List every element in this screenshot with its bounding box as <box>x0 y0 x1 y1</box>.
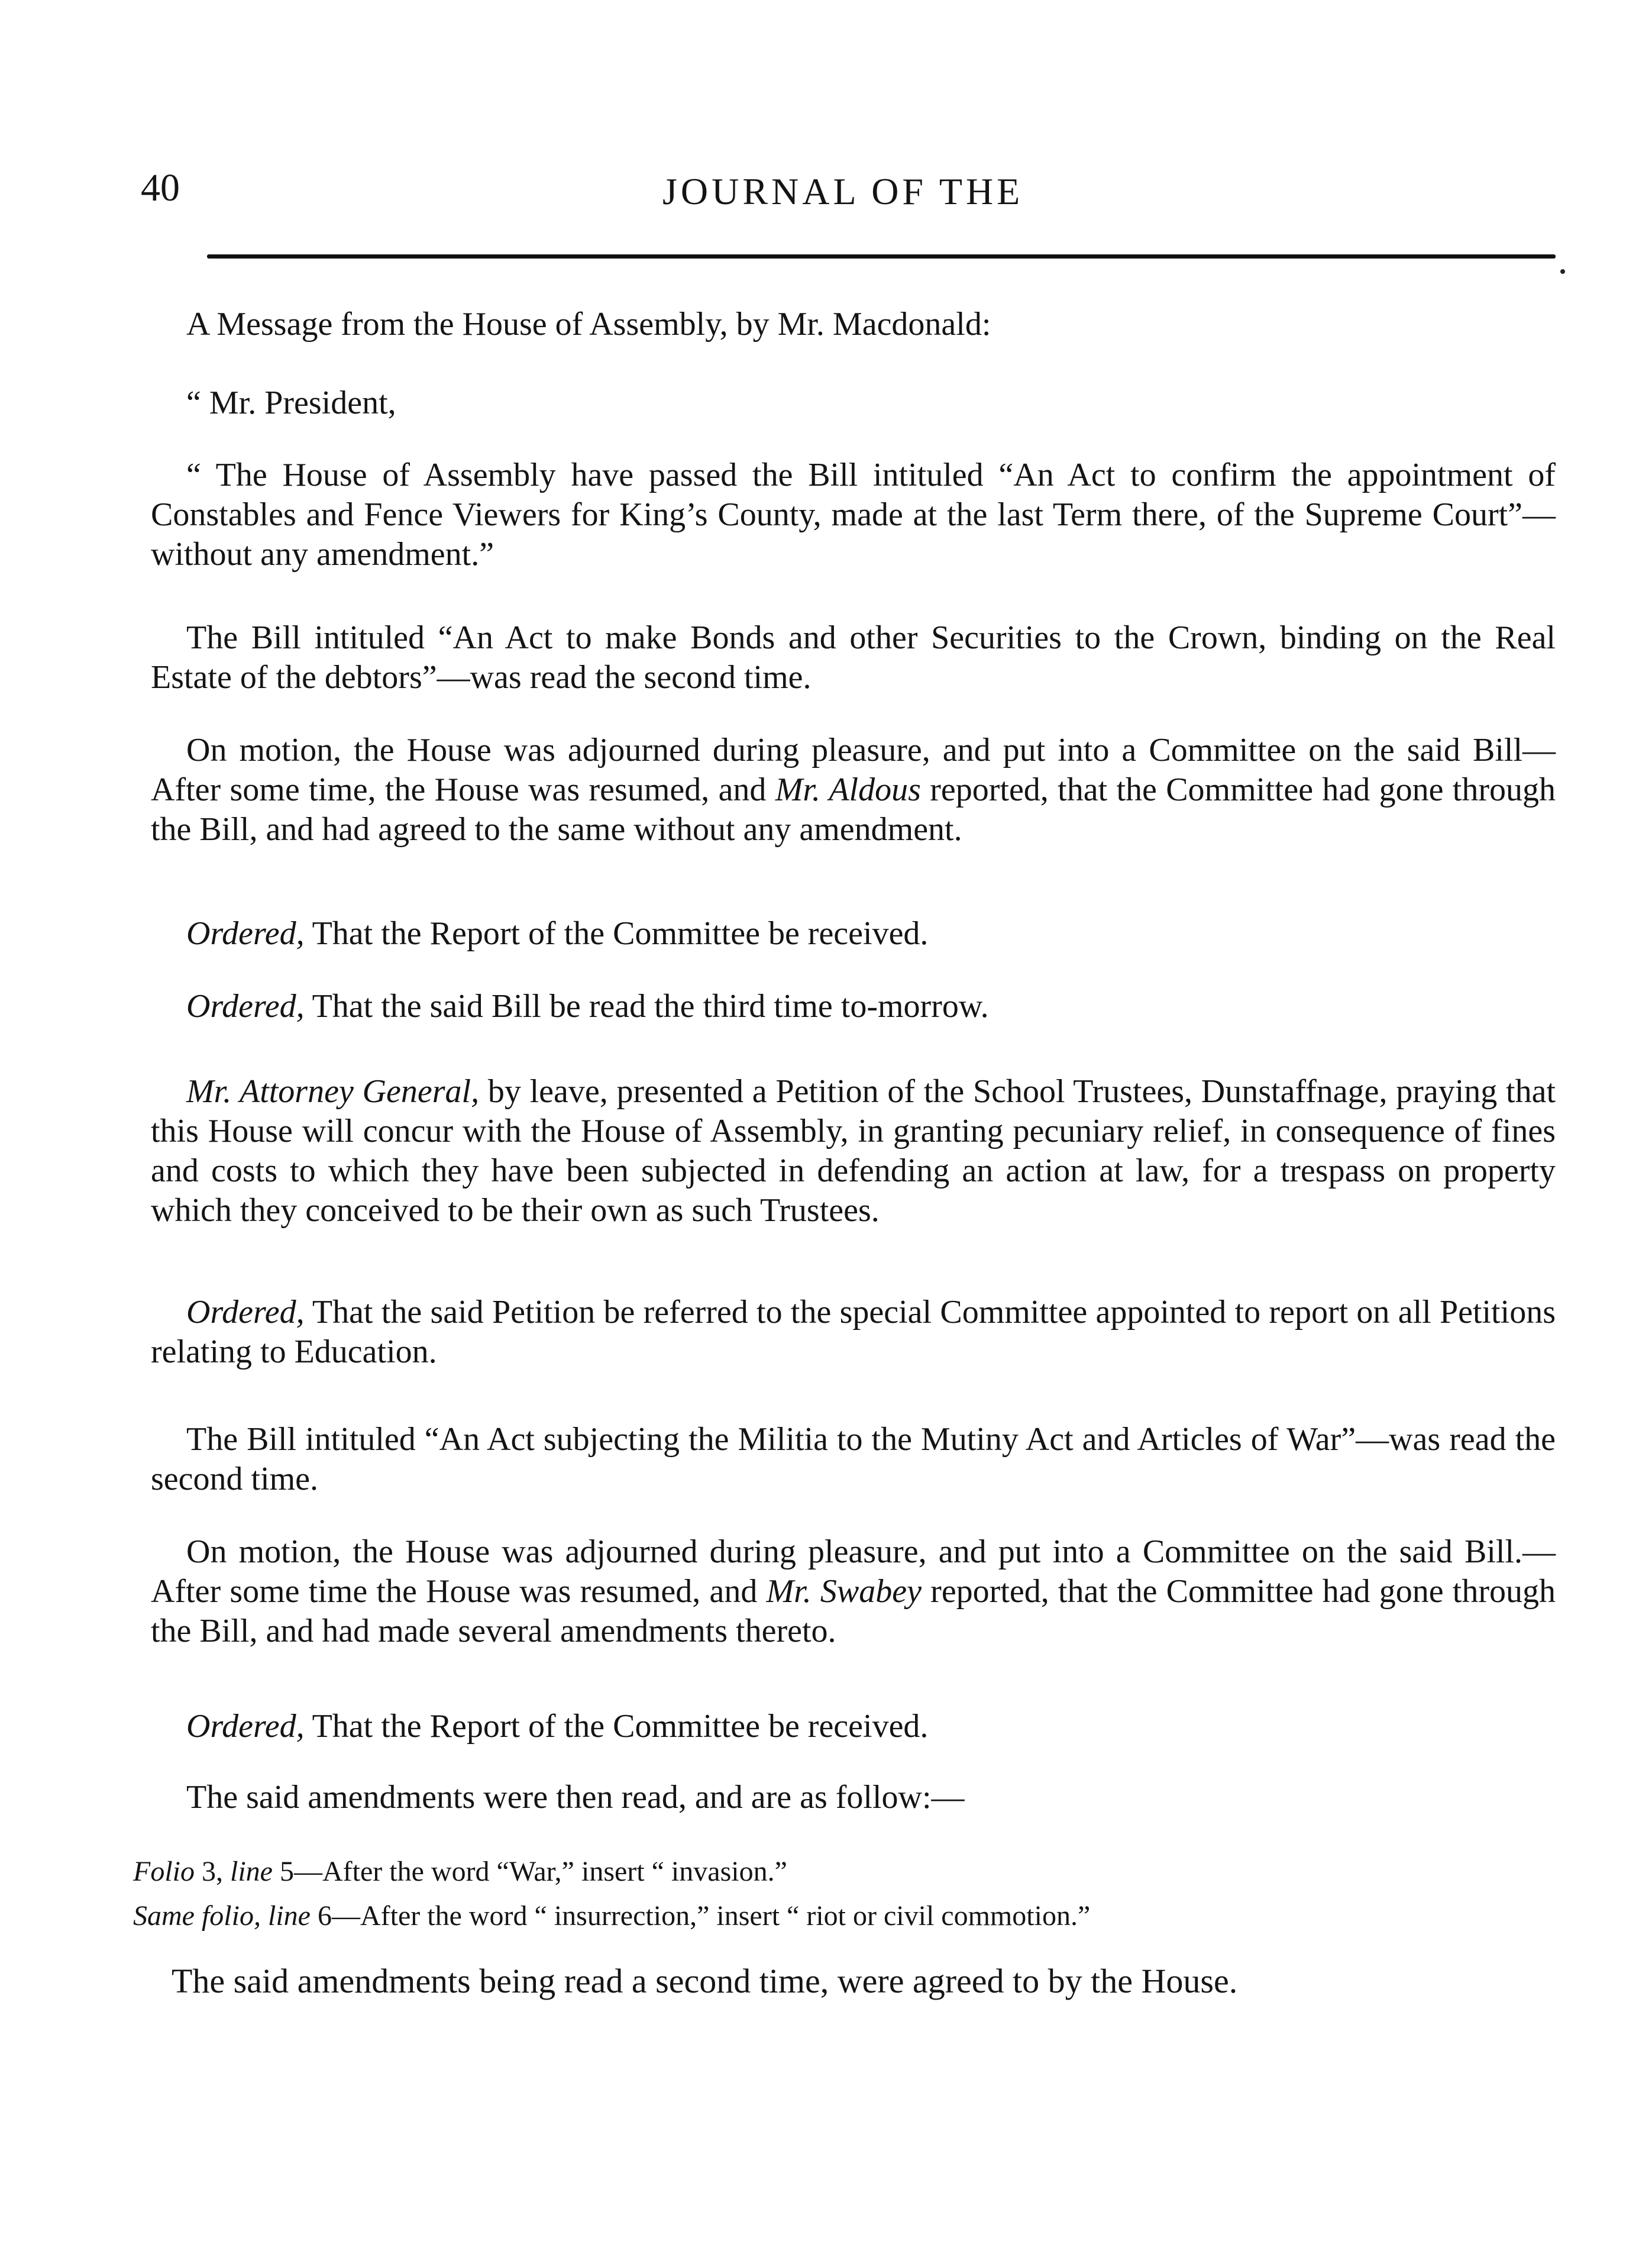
order-text: That the said Petition be referred to the special Committee appointed to report on all Petitions relating to Education. <box>151 1294 1556 1370</box>
message-intro: A Message from the House of Assembly, by Mr. Macdonald: <box>186 306 991 343</box>
ordered-label: Ordered, <box>186 1294 305 1331</box>
salutation: “ Mr. President, <box>186 385 396 421</box>
petition-paragraph <box>151 1072 1556 1231</box>
order-text: That the said Bill be read the third time to-morrow. <box>304 988 989 1025</box>
order-petition-referred <box>151 1293 1556 1372</box>
order-third-reading <box>151 987 1556 1026</box>
bonds-committee-paragraph <box>151 731 1556 850</box>
order-text: That the Report of the Committee be received. <box>304 915 929 952</box>
member-swabey: Mr. Swabey <box>766 1573 922 1610</box>
page-number: 40 <box>141 166 180 209</box>
bonds-committee-text-b: reported, that the Committee had gone through the Bill, and had agreed to the same without any amendment. <box>151 771 1556 848</box>
amendment-1: Folio 3, line 5—After the word “War,” insert “ invasion.” <box>133 1856 787 1887</box>
militia-committee-paragraph <box>151 1532 1556 1651</box>
ordered-label: Ordered, <box>186 988 305 1025</box>
petition-text: by leave, presented a Petition of the School Trustees, Dunstaffnage, praying that this House will concur with the House of Assembly, in granting pecuniary relief, in consequence of fines and costs to which they have been subjected in defending an action at law, for a trespass on property which they conceived to be their own as such Trustees. <box>151 1073 1556 1229</box>
amendment-folio-label: Same folio, line <box>133 1900 311 1932</box>
order-militia-report <box>151 1707 1556 1746</box>
header-rule <box>207 254 1556 259</box>
militia-bill-paragraph: The Bill intituled “An Act subjecting the Militia to the Mutiny Act and Articles of War”—was read the second time. <box>151 1421 1556 1497</box>
amendments-intro: The said amendments were then read, and are as follow:— <box>186 1779 965 1816</box>
running-head: JOURNAL OF THE <box>662 170 1024 212</box>
order-text: That the Report of the Committee be received. <box>304 1708 929 1745</box>
militia-committee-text-b: reported, that the Committee had gone through the Bill, and had made several amendments thereto. <box>151 1573 1556 1649</box>
assembly-message: “ The House of Assembly have passed the Bill intituled “An Act to confirm the appointment of Constables and Fence Viewers for King’s County, made at the last Term there, of the Supreme Court”—without any amendment.” <box>151 457 1556 573</box>
member-attorney-general: Mr. Attorney General, <box>186 1073 480 1110</box>
ordered-label: Ordered, <box>186 915 305 952</box>
order-report-received <box>151 914 1556 954</box>
rule-dot <box>1560 269 1565 274</box>
amendments-agreed: The said amendments being read a second time, were agreed to by the House. <box>172 1962 1238 2000</box>
militia-committee-text-a: On motion, the House was adjourned during pleasure, and put into a Committee on the said Bill.—After some time the House was resumed, and <box>151 1533 1556 1610</box>
amendment-2: Same folio, line 6—After the word “ insurrection,” insert “ riot or civil commotion.” <box>133 1900 1091 1932</box>
amendment-folio-label: Folio <box>133 1856 195 1887</box>
bonds-committee-text-a: On motion, the House was adjourned during pleasure, and put into a Committee on the said Bill—After some time, the House was resumed, and <box>151 732 1556 808</box>
member-aldous: Mr. Aldous <box>775 771 921 808</box>
amendment-line-label: line <box>230 1856 273 1887</box>
bonds-bill-paragraph: The Bill intituled “An Act to make Bonds and other Securities to the Crown, binding on the Real Estate of the debtors”—was read the second time. <box>151 619 1556 696</box>
ordered-label: Ordered, <box>186 1708 305 1745</box>
